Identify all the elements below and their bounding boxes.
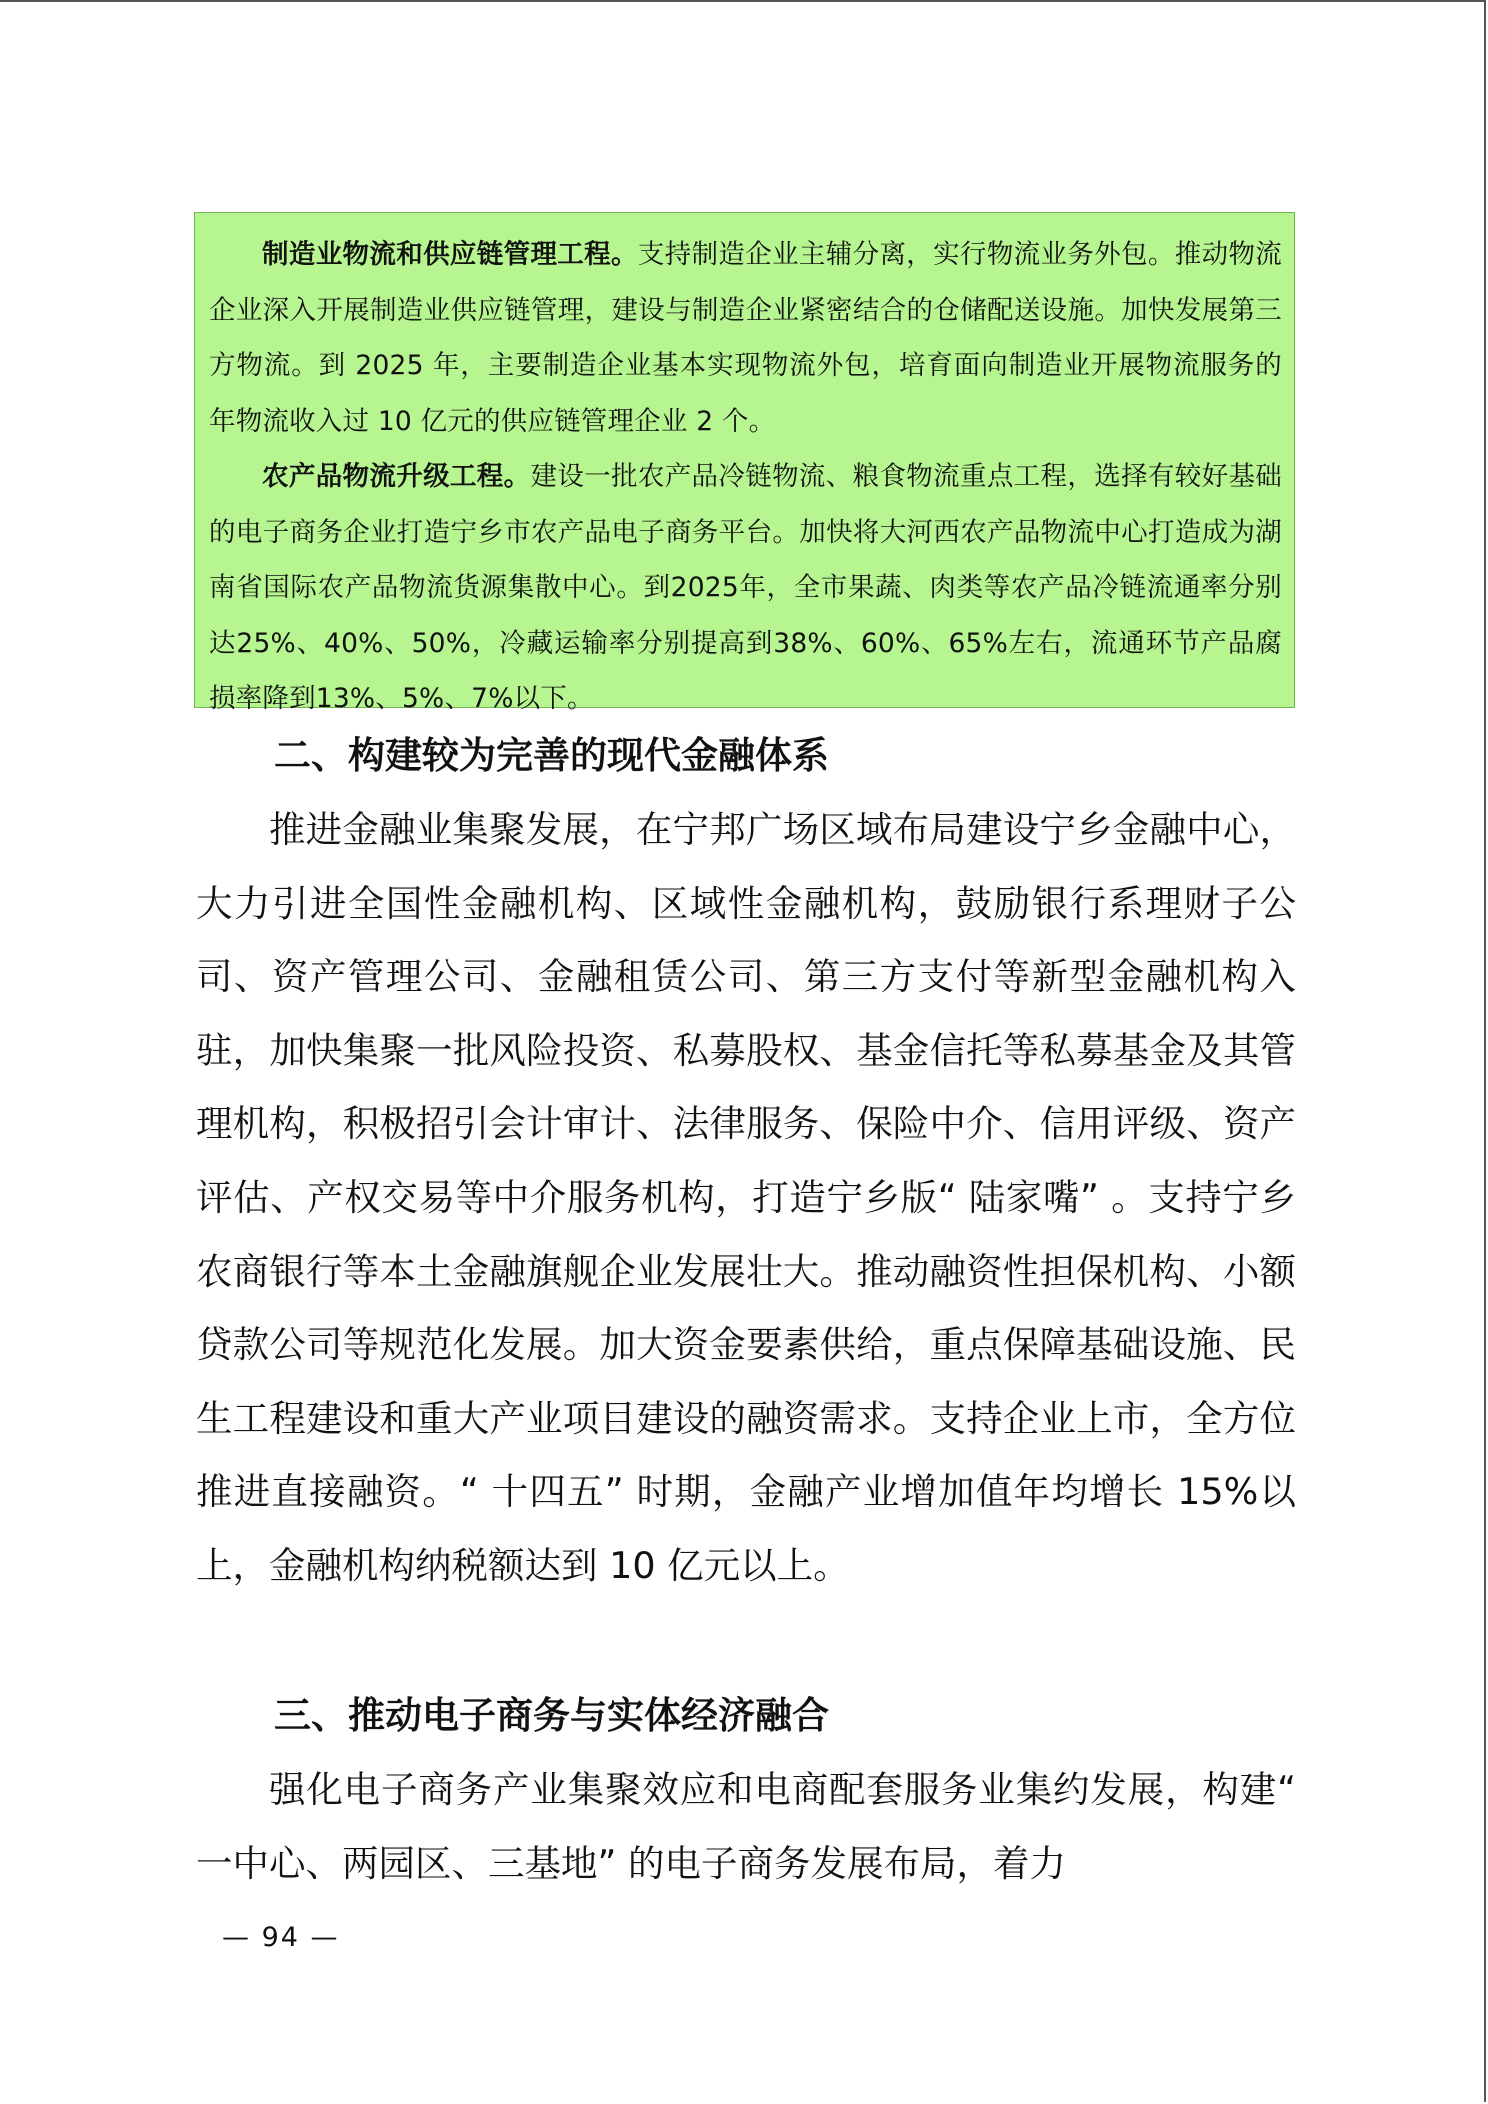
agri-logistics-title: 农产品物流升级工程。 — [262, 461, 531, 492]
section-heading-finance: 二、构建较为完善的现代金融体系 — [274, 734, 829, 777]
manufacturing-logistics-paragraph — [209, 227, 1282, 449]
ecommerce-paragraph: 强化电子商务产业集聚效应和电商配套服务业集约发展，构建“ 一中心、两园区、三基地” 的电子商务发展布局，着力 — [196, 1768, 1296, 1885]
finance-paragraph: 推进金融业集聚发展，在宁邦广场区域布局建设宁乡金融中心，大力引进全国性金融机构、区域性金融机构，鼓励银行系理财子公司、资产管理公司、金融租赁公司、第三方支付等新型金融机构入驻，加快集聚一批风险投资、私募股权、基金信托等私募基金及其管理机构，积极招引会计审计、法律服务、保险中介、信用评级、资产评估、产权交易等中介服务机构，打造宁乡版“ 陆家嘴” 。支持宁乡农商银行等本土金融旗舰企业发展壮大。推动融资性担保机构、小额贷款公司等规范化发展。加大资金要素供给，重点保障基础设施、民生工程建设和重大产业项目建设的融资需求。支持企业上市，全方位推进直接融资。“ 十四五” 时期，金融产业增加值年均增长 15%以上，金融机构纳税额达到 10 亿元以上。 — [196, 808, 1296, 1587]
manufacturing-logistics-title: 制造业物流和供应链管理工程。 — [262, 239, 638, 270]
section-heading-ecommerce: 三、推动电子商务与实体经济融合 — [274, 1694, 829, 1737]
agri-logistics-paragraph — [209, 449, 1282, 727]
manufacturing-logistics-text: 支持制造企业主辅分离，实行物流业务外包。推动物流企业深入开展制造业供应链管理，建设与制造企业紧密结合的仓储配送设施。加快发展第三方物流。到 2025 年，主要制造企业基本实现物流外包，培育面向制造业开展物流服务的年物流收入过 10 亿元的供应链管理企业 2 个。 — [209, 239, 1282, 437]
page-number: — 94 — — [222, 1922, 340, 1953]
agri-logistics-text: 建设一批农产品冷链物流、粮食物流重点工程，选择有较好基础的电子商务企业打造宁乡市农产品电子商务平台。加快将大河西农产品物流中心打造成为湖南省国际农产品物流货源集散中心。到2025年，全市果蔬、肉类等农产品冷链流通率分别达25%、40%、50%，冷藏运输率分别提高到38%、60%、65%左右，流通环节产品腐损率降到13%、5%、7%以下。 — [209, 461, 1283, 714]
project-highlight-box — [194, 212, 1295, 714]
